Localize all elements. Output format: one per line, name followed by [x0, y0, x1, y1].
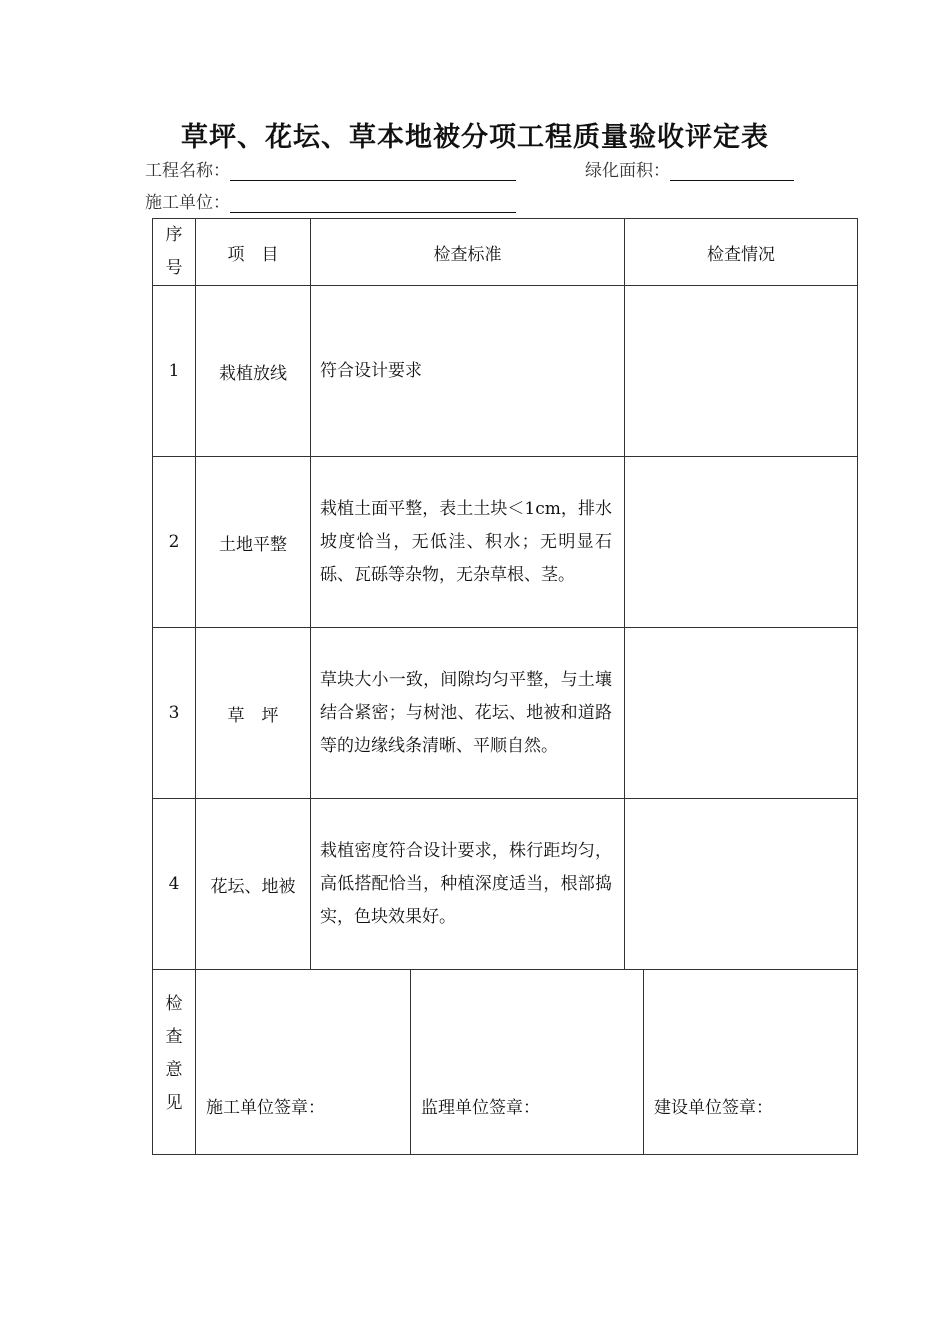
row-result-cell[interactable]	[625, 457, 858, 628]
project-name-label: 工程名称：	[145, 161, 230, 181]
page-title: 草坪、花坛、草本地被分项工程质量验收评定表	[181, 122, 769, 153]
row-seq: 3	[153, 628, 196, 799]
row-result-cell[interactable]	[625, 799, 858, 970]
row-item: 花坛、地被	[196, 799, 311, 970]
opinion-row	[153, 970, 858, 1155]
table-header-row	[153, 219, 858, 286]
table-row	[153, 799, 858, 970]
opinion-char: 见	[165, 1093, 183, 1113]
opinion-label	[153, 970, 195, 1120]
contractor-sign-label: 施工单位签章：	[206, 1098, 325, 1118]
green-area-label: 绿化面积：	[585, 161, 670, 181]
supervisor-sign-label: 监理单位签章：	[421, 1098, 540, 1118]
opinion-char: 意	[165, 1060, 183, 1080]
header-item: 项 目	[196, 219, 311, 286]
owner-sign-label: 建设单位签章：	[654, 1098, 773, 1118]
table-row	[153, 286, 858, 457]
project-name-field	[145, 156, 516, 181]
row-seq: 1	[153, 286, 196, 457]
row-standard: 栽植密度符合设计要求，株行距均匀，高低搭配恰当，种植深度适当，根部捣实，色块效果好。	[311, 799, 625, 970]
header-seq-line2: 号	[165, 258, 183, 278]
contractor-sign-cell[interactable]	[196, 970, 411, 1154]
contractor-input[interactable]	[230, 192, 516, 213]
table-row	[153, 457, 858, 628]
green-area-field	[585, 156, 794, 181]
supervisor-sign-cell[interactable]	[411, 970, 644, 1154]
opinion-char: 检	[165, 994, 183, 1014]
opinion-label-cell	[153, 970, 196, 1155]
row-standard: 草块大小一致，间隙均匀平整，与土壤结合紧密；与树池、花坛、地被和道路等的边缘线条清晰、平顺自然。	[311, 628, 625, 799]
row-seq: 2	[153, 457, 196, 628]
inspection-table	[152, 218, 858, 1155]
header-seq	[153, 219, 196, 286]
row-seq: 4	[153, 799, 196, 970]
row-result-cell[interactable]	[625, 286, 858, 457]
row-item: 栽植放线	[196, 286, 311, 457]
opinion-char: 查	[165, 1027, 183, 1047]
green-area-input[interactable]	[670, 160, 794, 181]
signature-area	[196, 970, 858, 1155]
header-standard: 检查标准	[311, 219, 625, 286]
project-name-input[interactable]	[230, 160, 516, 181]
row-result-cell[interactable]	[625, 628, 858, 799]
row-item: 土地平整	[196, 457, 311, 628]
owner-sign-cell[interactable]	[644, 970, 857, 1154]
header-result: 检查情况	[625, 219, 858, 286]
row-standard: 符合设计要求	[311, 286, 625, 457]
contractor-label: 施工单位：	[145, 193, 230, 213]
row-standard: 栽植土面平整，表土土块＜1cm，排水坡度恰当，无低洼、积水；无明显石砾、瓦砾等杂物，无杂草根、茎。	[311, 457, 625, 628]
row-item: 草 坪	[196, 628, 311, 799]
header-seq-line1: 序	[165, 225, 183, 245]
table-row	[153, 628, 858, 799]
contractor-field	[145, 188, 516, 213]
